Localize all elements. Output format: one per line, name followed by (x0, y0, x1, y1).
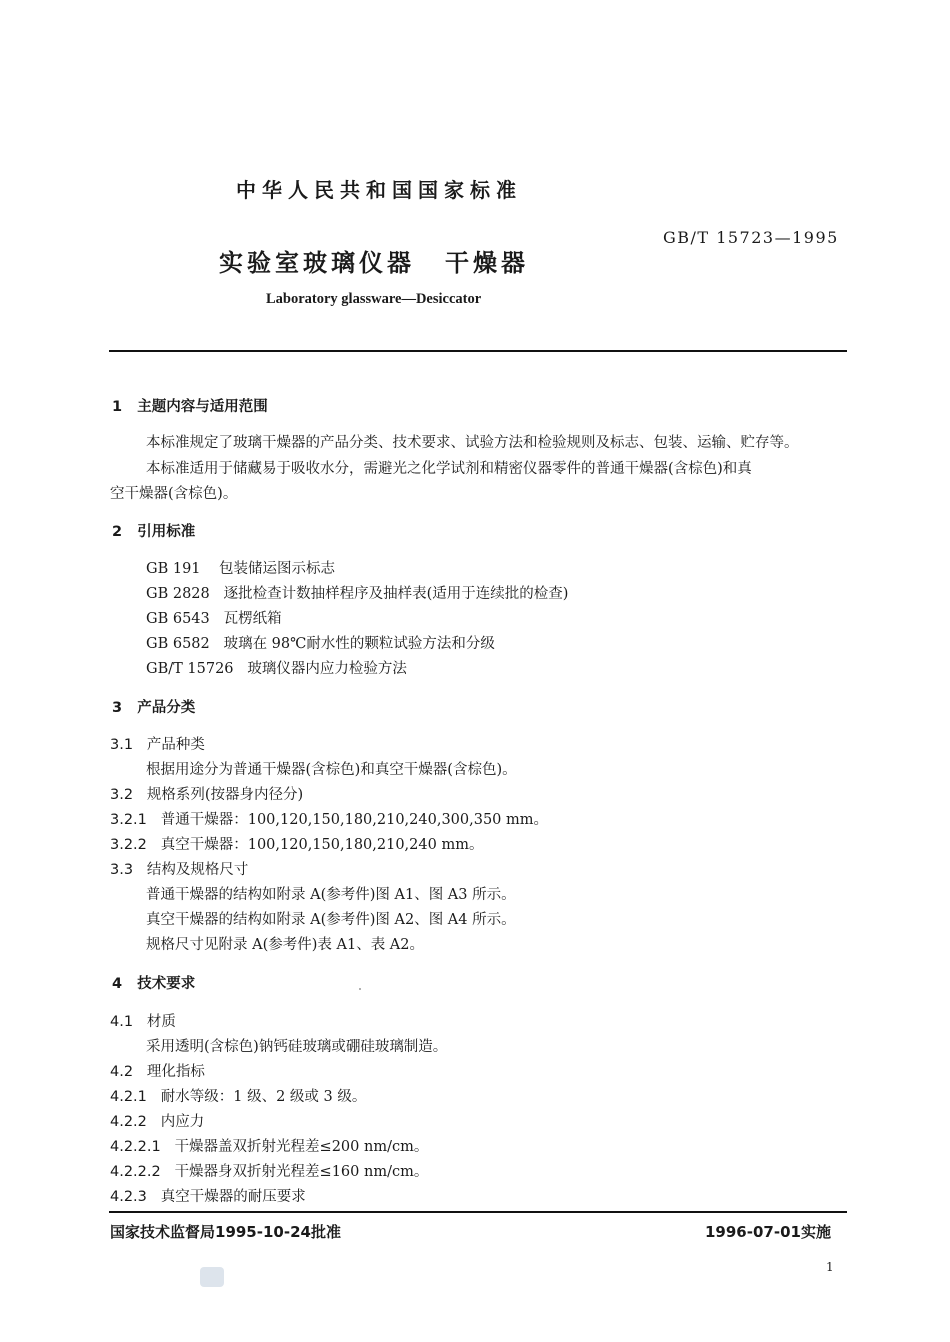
clause-number: 3.2 (110, 787, 134, 803)
section-number: 1 (112, 399, 123, 415)
clause-4-2-3 (110, 1187, 306, 1207)
section-title: 引用标准 (137, 524, 196, 540)
clause-4-1 (110, 1012, 176, 1032)
clause-3-3-line-3: 规格尺寸见附录 A(参考件)表 A1、表 A2。 (146, 937, 425, 953)
clause-4-2-2-1 (110, 1137, 428, 1157)
section-title: 技术要求 (137, 976, 196, 992)
clause-text: 内应力 (160, 1114, 205, 1130)
clause-4-1-text: 采用透明(含棕色)钠钙硅玻璃或硼硅玻璃制造。 (146, 1039, 448, 1055)
reference-title: 玻璃在 98℃耐水性的颗粒试验方法和分级 (223, 636, 495, 652)
clause-3-1 (110, 735, 205, 755)
clause-number: 3.2.2 (110, 837, 147, 853)
document-title-en: Laboratory glassware—Desiccator (266, 291, 482, 307)
clause-3-3 (110, 860, 248, 880)
clause-4-2 (110, 1062, 205, 1082)
standard-code: GB/T 15723—1995 (663, 228, 839, 247)
clause-number: 3.3 (110, 862, 134, 878)
section-title: 主题内容与适用范围 (137, 399, 268, 415)
section-number: 3 (112, 700, 123, 716)
scanner-watermark-logo (200, 1267, 224, 1287)
clause-text: 真空干燥器的耐压要求 (160, 1189, 306, 1205)
section-1-paragraph-2: 本标准适用于储藏易于吸收水分，需避光之化学试剂和精密仪器零件的普通干燥器(含棕色)和真 (146, 461, 752, 477)
footer-divider (109, 1211, 847, 1213)
reference-item (146, 659, 407, 679)
section-1-paragraph-1: 本标准规定了玻璃干燥器的产品分类、技术要求、试验方法和检验规则及标志、包装、运输、贮存等。 (146, 435, 799, 451)
clause-number: 3.2.1 (110, 812, 147, 828)
section-4-heading (112, 974, 195, 994)
clause-3-3-line-1: 普通干燥器的结构如附录 A(参考件)图 A1、图 A3 所示。 (146, 887, 516, 903)
section-title: 产品分类 (137, 700, 196, 716)
clause-text: 真空干燥器：100,120,150,180,210,240 mm。 (160, 837, 484, 853)
clause-3-1-text: 根据用途分为普通干燥器(含棕色)和真空干燥器(含棕色)。 (146, 762, 517, 778)
clause-title: 产品种类 (146, 737, 205, 753)
clause-number: 4.2.1 (110, 1089, 147, 1105)
reference-item (146, 559, 335, 579)
clause-number: 4.2.2 (110, 1114, 147, 1130)
effective-date: 1996-07-01实施 (705, 1223, 831, 1241)
clause-number: 4.1 (110, 1014, 134, 1030)
clause-number: 3.1 (110, 737, 134, 753)
reference-item (146, 634, 495, 654)
clause-4-2-1 (110, 1087, 366, 1107)
clause-text: 干燥器身双折射光程差≤160 nm/cm。 (174, 1164, 429, 1180)
section-1-paragraph-2-cont: 空干燥器(含棕色)。 (110, 486, 238, 502)
section-1-heading (112, 397, 268, 417)
clause-4-2-2 (110, 1112, 204, 1132)
reference-code: GB 6543 (146, 611, 210, 627)
clause-3-2-2 (110, 835, 483, 855)
document-title-part-1: 实验室玻璃仪器 (219, 249, 415, 277)
header-divider (109, 350, 847, 352)
clause-3-2-1 (110, 810, 548, 830)
reference-code: GB 191 (146, 561, 201, 577)
document-title-cn (219, 243, 529, 278)
page-number: 1 (826, 1260, 834, 1274)
approval-statement: 国家技术监督局1995-10-24批准 (110, 1223, 341, 1241)
reference-code: GB/T 15726 (146, 661, 234, 677)
document-title-part-2: 干燥器 (445, 249, 529, 277)
reference-item (146, 584, 568, 604)
reference-code: GB 6582 (146, 636, 210, 652)
scan-speck (359, 988, 361, 990)
clause-4-2-2-2 (110, 1162, 428, 1182)
clause-number: 4.2 (110, 1064, 134, 1080)
clause-number: 4.2.2.2 (110, 1164, 161, 1180)
reference-item (146, 609, 282, 629)
clause-title: 材质 (146, 1014, 176, 1030)
clause-text: 干燥器盖双折射光程差≤200 nm/cm。 (174, 1139, 429, 1155)
clause-number: 4.2.2.1 (110, 1139, 161, 1155)
section-2-heading (112, 522, 195, 542)
reference-title: 瓦楞纸箱 (223, 611, 282, 627)
clause-3-2 (110, 785, 303, 805)
reference-title: 玻璃仪器内应力检验方法 (247, 661, 407, 677)
clause-title: 规格系列(按器身内径分) (146, 787, 304, 803)
section-3-heading (112, 698, 195, 718)
clause-number: 4.2.3 (110, 1189, 147, 1205)
section-number: 2 (112, 524, 123, 540)
clause-title: 理化指标 (146, 1064, 205, 1080)
reference-title: 包装储运图示标志 (218, 561, 335, 577)
clause-text: 耐水等级：1 级、2 级或 3 级。 (160, 1089, 367, 1105)
reference-title: 逐批检查计数抽样程序及抽样表(适用于连续批的检查) (223, 586, 569, 602)
reference-code: GB 2828 (146, 586, 210, 602)
clause-text: 普通干燥器：100,120,150,180,210,240,300,350 mm。 (160, 812, 549, 828)
clause-title: 结构及规格尺寸 (146, 862, 249, 878)
standard-title: 中华人民共和国国家标准 (236, 178, 522, 202)
clause-3-3-line-2: 真空干燥器的结构如附录 A(参考件)图 A2、图 A4 所示。 (146, 912, 516, 928)
section-number: 4 (112, 976, 123, 992)
